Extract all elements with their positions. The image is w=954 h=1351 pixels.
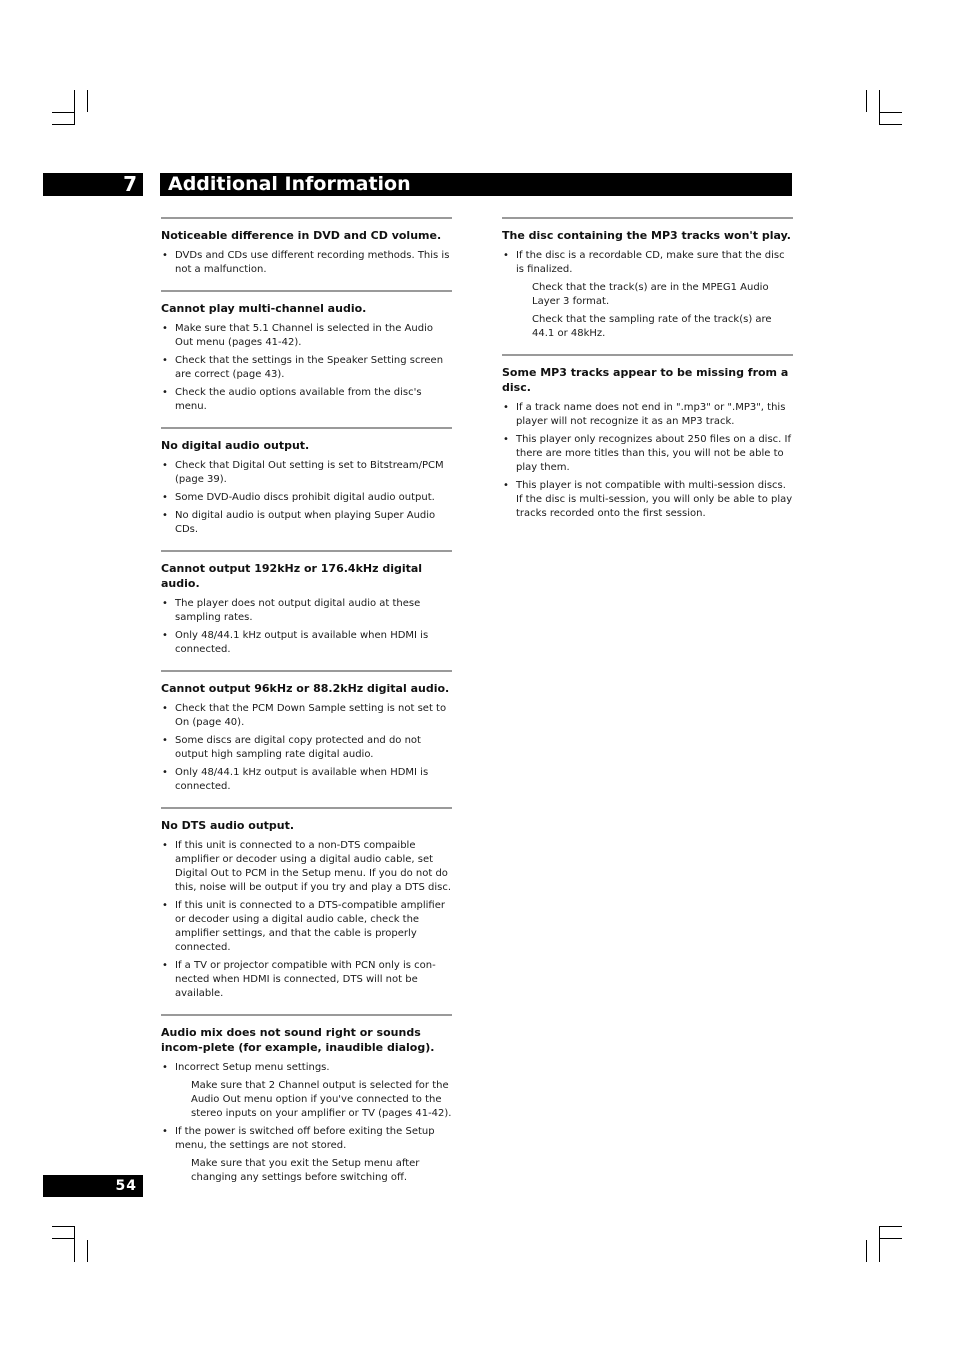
troubleshoot-section — [502, 354, 793, 521]
list-item: • Check that Digital Out setting is set to Bitstream/PCM (page 39). — [162, 460, 444, 485]
list-item: • If a TV or projector compatible with PCN only is con-nected when HDMI is connected, DTS will not be available. — [162, 960, 436, 999]
list-item: • Only 48/44.1 kHz output is available when HDMI is connected. — [162, 630, 429, 655]
section-title: No DTS audio output. — [161, 819, 295, 832]
crop-mark — [52, 124, 75, 125]
list-item: • If this unit is connected to a non-DTS compaible amplifier or decoder using a digital audio cable, set Digital Out to PCM in the Setup menu. If you do not do this, noise will be output if you try and play a DTS disc. — [162, 840, 452, 893]
crop-mark — [879, 90, 880, 124]
list-item: • No digital audio is output when playing Super Audio CDs. — [162, 510, 436, 535]
sub-note: Make sure that 2 Channel output is selected for the Audio Out menu option if you've connected to the stereo inputs on your amplifier or TV (pages 41-42). — [191, 1080, 452, 1119]
crop-mark — [74, 90, 75, 124]
section-title: Cannot output 96kHz or 88.2kHz digital audio. — [161, 682, 450, 695]
page-number: 54 — [43, 1175, 143, 1197]
list-item: • If the power is switched off before exiting the Setup menu, the settings are not stored. — [162, 1126, 435, 1151]
list-item: • This player is not compatible with multi-session discs. If the disc is multi-session, you will only be able to play tracks recorded onto the first session. — [503, 480, 793, 519]
crop-mark — [879, 1226, 902, 1227]
list-item: • If this unit is connected to a DTS-compatible amplifier or decoder using a digital audio cable, check the amplifier settings, and that the cable is properly connected. — [162, 900, 445, 953]
crop-mark — [74, 1226, 75, 1262]
crop-mark — [866, 90, 867, 112]
section-title: No digital audio output. — [161, 439, 310, 452]
list-item: • The player does not output digital audio at these sampling rates. — [162, 598, 421, 623]
troubleshoot-section — [161, 1014, 452, 1185]
list-item: • Only 48/44.1 kHz output is available when HDMI is connected. — [162, 767, 429, 792]
sub-note: Check that the track(s) are in the MPEG1 Audio Layer 3 format. — [532, 282, 769, 307]
troubleshoot-section — [161, 670, 452, 794]
troubleshoot-section — [161, 550, 452, 657]
crop-mark — [879, 1238, 902, 1239]
troubleshoot-section — [161, 427, 452, 537]
crop-mark — [52, 1238, 75, 1239]
list-item: • This player only recognizes about 250 files on a disc. If there are more titles than this, you will not be able to play them. — [503, 434, 791, 473]
page-title: Additional Information — [160, 173, 792, 196]
list-item: • Check the audio options available from the disc's menu. — [162, 387, 422, 412]
troubleshoot-section — [161, 217, 452, 277]
list-item: • If the disc is a recordable CD, make sure that the disc is finalized. — [503, 250, 785, 275]
crop-mark — [52, 1226, 75, 1227]
section-title: Cannot output 192kHz or 176.4kHz digital audio. — [161, 562, 423, 590]
troubleshoot-section — [502, 217, 793, 341]
left-column — [161, 217, 452, 1198]
section-title: Audio mix does not sound right or sounds incom-plete (for example, inaudible dialog). — [161, 1026, 435, 1054]
crop-mark — [879, 124, 902, 125]
crop-mark — [87, 1240, 88, 1262]
crop-mark — [866, 1240, 867, 1262]
list-item: • Some discs are digital copy protected and do not output high sampling rate digital audio. — [162, 735, 421, 760]
list-item: • Some DVD-Audio discs prohibit digital audio output. — [162, 492, 435, 503]
list-item: • Make sure that 5.1 Channel is selected in the Audio Out menu (pages 41-42). — [162, 323, 433, 348]
section-title: Noticeable difference in DVD and CD volume. — [161, 229, 442, 242]
section-title: Some MP3 tracks appear to be missing from a disc. — [502, 366, 789, 394]
crop-mark — [87, 90, 88, 112]
chapter-number: 7 — [43, 173, 143, 196]
list-item: • If a track name does not end in ".mp3" or ".MP3", this player will not recognize it as an MP3 track. — [503, 402, 786, 427]
right-column — [502, 217, 793, 534]
sub-note: Check that the sampling rate of the track(s) are 44.1 or 48kHz. — [532, 314, 772, 339]
crop-mark — [52, 112, 75, 113]
section-title: The disc containing the MP3 tracks won't play. — [502, 229, 791, 242]
section-title: Cannot play multi-channel audio. — [161, 302, 367, 315]
list-item: • Check that the settings in the Speaker Setting screen are correct (page 43). — [162, 355, 444, 380]
list-item: • DVDs and CDs use different recording methods. This is not a malfunction. — [162, 250, 450, 275]
crop-mark — [879, 112, 902, 113]
list-item: • Check that the PCM Down Sample setting is not set to On (page 40). — [162, 703, 447, 728]
troubleshoot-section — [161, 807, 452, 1001]
list-item: • Incorrect Setup menu settings. — [162, 1062, 330, 1073]
sub-note: Make sure that you exit the Setup menu after changing any settings before switching off. — [191, 1158, 420, 1183]
crop-mark — [879, 1226, 880, 1262]
troubleshoot-section — [161, 290, 452, 414]
